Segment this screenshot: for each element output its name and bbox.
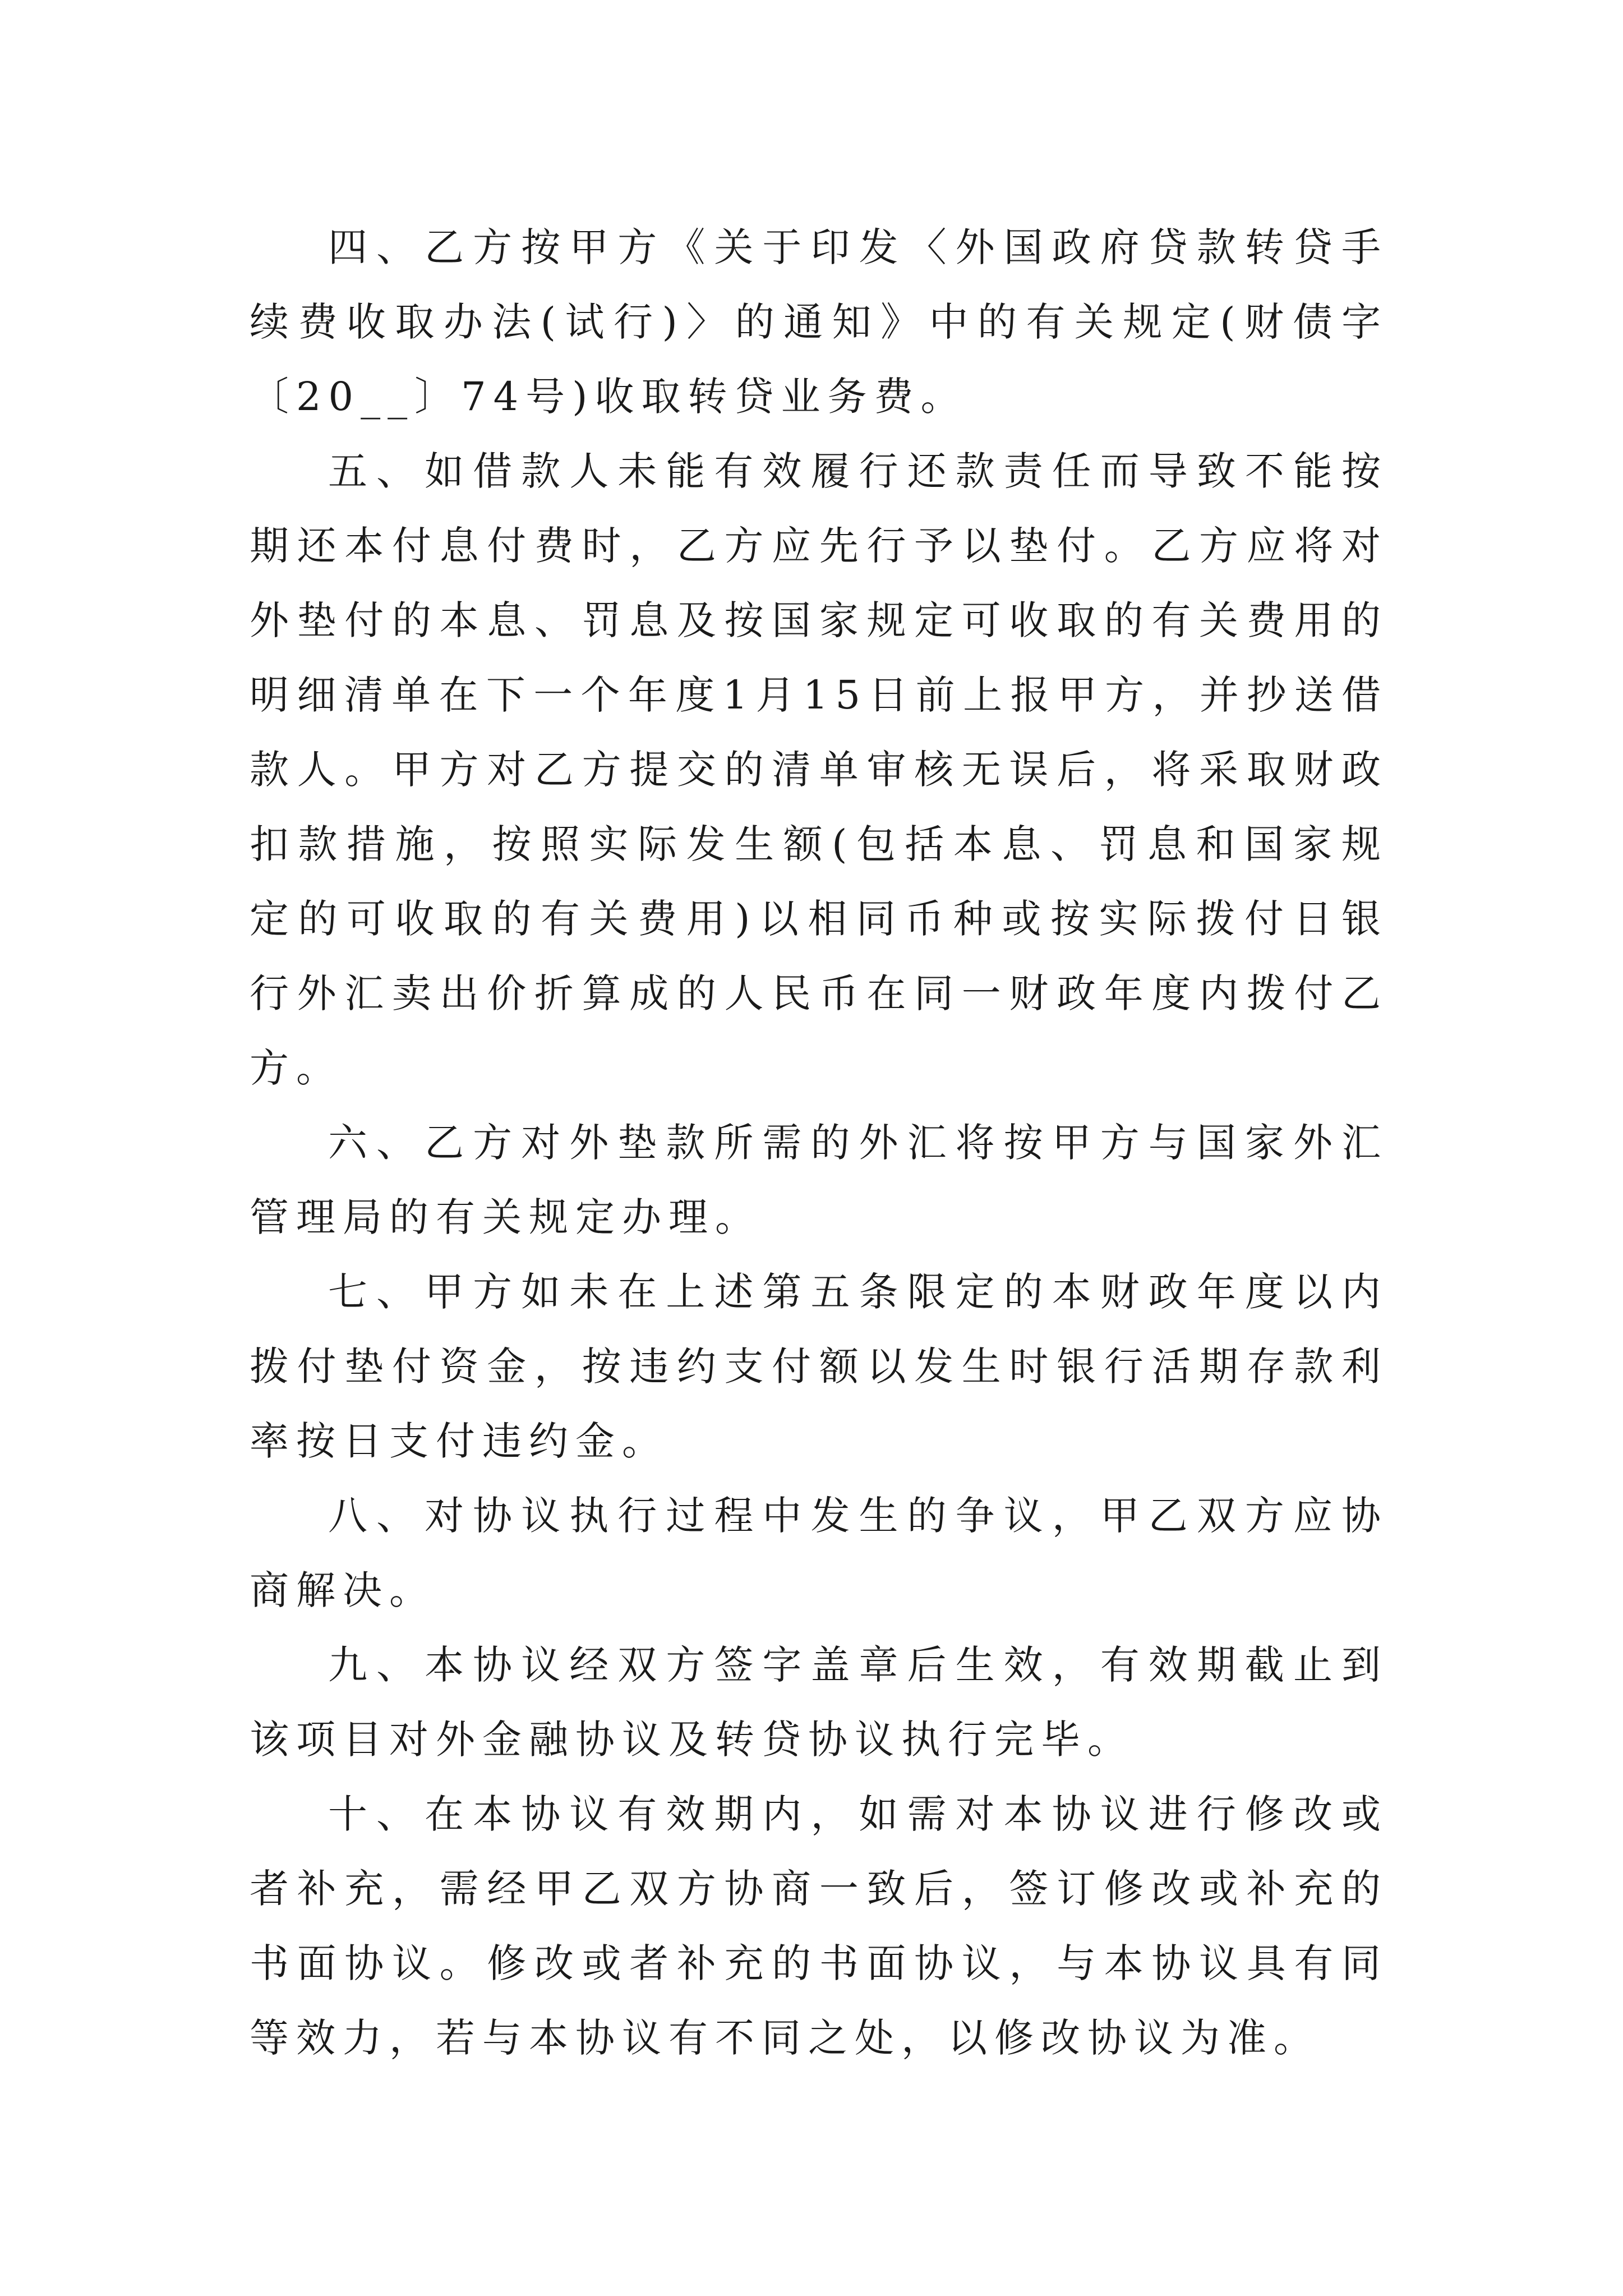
- clause-9: 九、本协议经双方签字盖章后生效，有效期截止到该项目对外金融协议及转贷协议执行完毕。: [250, 1642, 1388, 1763]
- clause-4: 四、乙方按甲方《关于印发〈外国政府贷款转贷手续费收取办法(试行)〉的通知》中的有关规定(财债字〔20__〕74号)收取转贷业务费。: [250, 224, 1388, 420]
- clause-7: 七、甲方如未在上述第五条限定的本财政年度以内拨付垫付资金，按违约支付额以发生时银行活期存款利率按日支付违约金。: [250, 1269, 1388, 1464]
- clause-5: 五、如借款人未能有效履行还款责任而导致不能按期还本付息付费时，乙方应先行予以垫付。乙方应将对外垫付的本息、罚息及按国家规定可收取的有关费用的明细清单在下一个年度1月15日前上报甲方，并抄送借款人。甲方对乙方提交的清单审核无误后，将采取财政扣款措施，按照实际发生额(包括本息、罚息和国家规定的可收取的有关费用)以相同币种或按实际拨付日银行外汇卖出价折算成的人民币在同一财政年度内拨付乙方。: [250, 448, 1388, 1091]
- document-body: [250, 210, 1388, 2076]
- clause-10: 十、在本协议有效期内，如需对本协议进行修改或者补充，需经甲乙双方协商一致后，签订修改或补充的书面协议。修改或者补充的书面协议，与本协议具有同等效力，若与本协议有不同之处，以修改协议为准。: [250, 1791, 1388, 2061]
- clause-8: 八、对协议执行过程中发生的争议，甲乙双方应协商解决。: [250, 1493, 1388, 1613]
- clause-6: 六、乙方对外垫款所需的外汇将按甲方与国家外汇管理局的有关规定办理。: [250, 1120, 1388, 1240]
